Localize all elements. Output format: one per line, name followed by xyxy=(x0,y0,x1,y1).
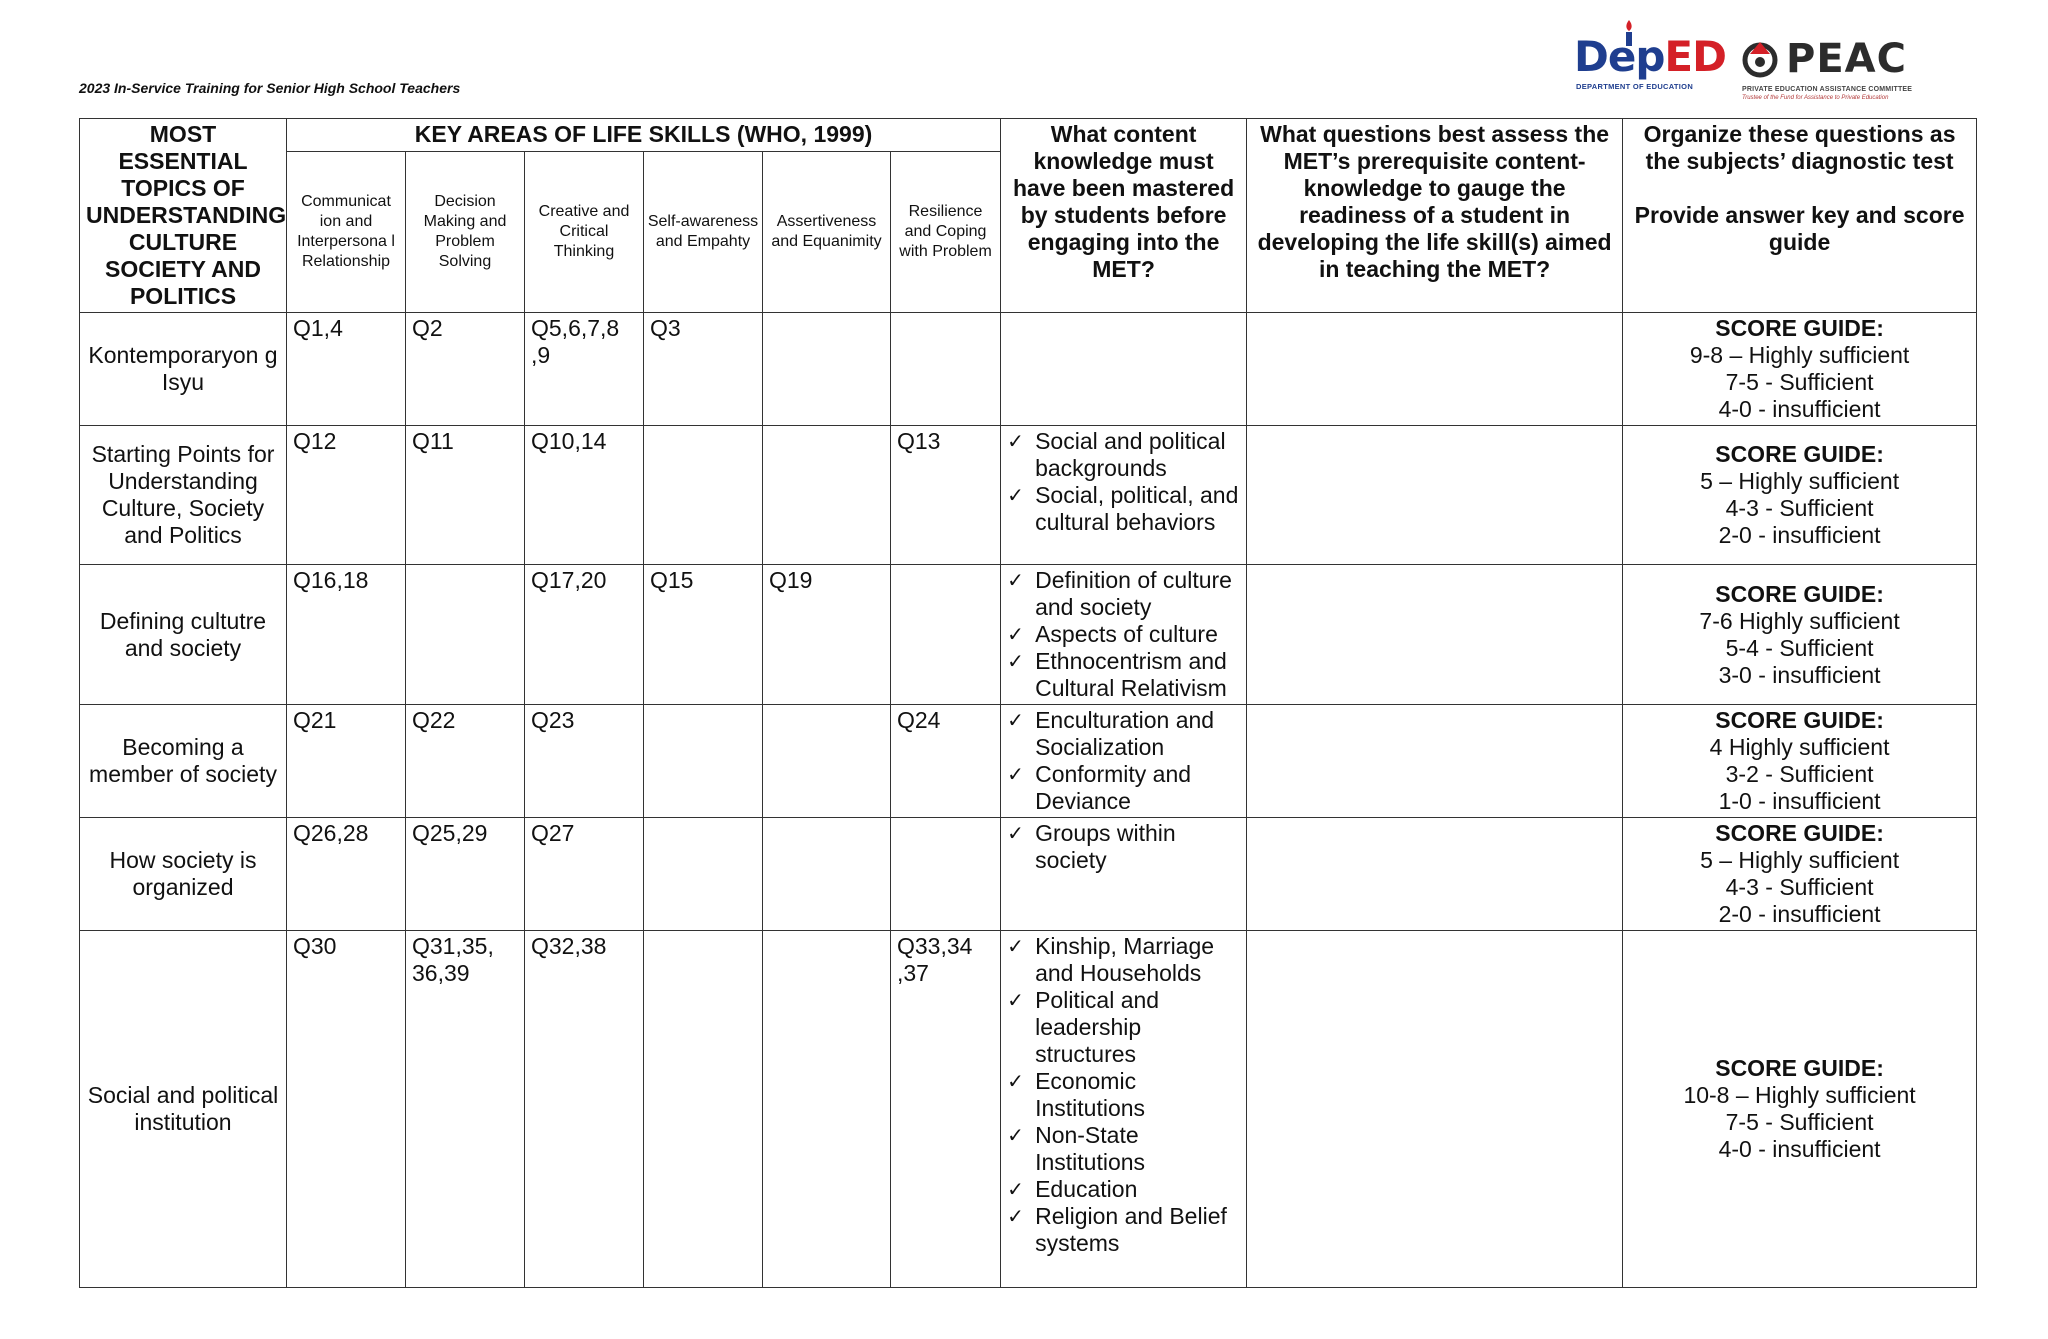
skill-cell xyxy=(644,931,763,1288)
score-guide-label: SCORE GUIDE: xyxy=(1715,1055,1884,1081)
score-guide-line: 3-0 - insufficient xyxy=(1718,661,1881,688)
score-guide-cell xyxy=(1623,818,1977,931)
topic-cell: Social and political institution xyxy=(80,931,287,1288)
score-guide-line: 9-8 – Highly sufficient xyxy=(1689,342,1910,368)
score-guide-line: 4 Highly sufficient xyxy=(1709,734,1890,760)
table-row xyxy=(80,705,1977,818)
met-table xyxy=(79,118,1977,1288)
skill-cell: Q32,38 xyxy=(525,931,644,1288)
peac-logo-tagline: Trustee of the Fund for Assistance to Private Education xyxy=(1742,95,1889,101)
topics-header: MOST ESSENTIAL TOPICS OF UNDERSTANDING CULTURE SOCIETY AND POLITICS xyxy=(80,119,287,313)
skill-cell: Q13 xyxy=(891,426,1001,565)
topic-cell: How society is organized xyxy=(80,818,287,931)
topic-cell: Starting Points for Understanding Culture, Society and Politics xyxy=(80,426,287,565)
skill-cell: Q30 xyxy=(287,931,406,1288)
skill-cell: Q10,14 xyxy=(525,426,644,565)
score-guide-line: 7-6 Highly sufficient xyxy=(1699,607,1900,634)
content-cell xyxy=(1001,565,1247,705)
skill-cell xyxy=(644,705,763,818)
skill-cell: Q5,6,7,8 ,9 xyxy=(525,313,644,426)
table-row xyxy=(80,818,1977,931)
skill-cell: Q1,4 xyxy=(287,313,406,426)
skill-header-assertiveness: Assertiveness and Equanimity xyxy=(763,152,891,313)
training-title: 2023 In-Service Training for Senior High School Teachers xyxy=(79,80,461,96)
skill-cell xyxy=(763,931,891,1288)
skill-cell: Q12 xyxy=(287,426,406,565)
table-row xyxy=(80,313,1977,426)
skill-cell: Q22 xyxy=(406,705,525,818)
skill-cell: Q26,28 xyxy=(287,818,406,931)
skill-cell: Q27 xyxy=(525,818,644,931)
score-guide-line: 4-0 - insufficient xyxy=(1718,1136,1881,1162)
skill-cell: Q16,18 xyxy=(287,565,406,705)
skill-cell: Q31,35, 36,39 xyxy=(406,931,525,1288)
questions-header: What questions best assess the MET’s prerequisite content-knowledge to gauge the readiness of a student in developing the life skill(s) aimed in teaching the MET? xyxy=(1247,119,1623,313)
content-item: ✓ Education xyxy=(1007,1176,1240,1203)
skill-header-resilience: Resilience and Coping with Problem xyxy=(891,152,1001,313)
skill-cell: Q15 xyxy=(644,565,763,705)
skill-cell: Q23 xyxy=(525,705,644,818)
score-guide-label: SCORE GUIDE: xyxy=(1715,441,1884,467)
skill-cell: Q24 xyxy=(891,705,1001,818)
table-row xyxy=(80,565,1977,705)
topic-cell: Kontemporaryon g Isyu xyxy=(80,313,287,426)
content-cell xyxy=(1001,426,1247,565)
skill-header-self-awareness: Self-awareness and Empahty xyxy=(644,152,763,313)
score-guide-line: 7-5 - Sufficient xyxy=(1725,1109,1874,1135)
content-item: ✓ Conformity and Deviance xyxy=(1007,761,1240,815)
skill-cell: Q21 xyxy=(287,705,406,818)
content-item: ✓ Political and leadership structures xyxy=(1007,987,1240,1068)
content-item: ✓ Groups within society xyxy=(1007,820,1240,874)
peac-emblem-icon xyxy=(1740,38,1780,78)
peac-logo-word: PEAC xyxy=(1786,36,1907,82)
peac-logo xyxy=(1740,22,1990,102)
header-row-1 xyxy=(80,119,1977,152)
skill-cell xyxy=(891,313,1001,426)
skill-cell: Q2 xyxy=(406,313,525,426)
score-guide-line: 3-2 - Sufficient xyxy=(1725,761,1874,787)
questions-cell xyxy=(1247,313,1623,426)
skill-cell: Q19 xyxy=(763,565,891,705)
topic-cell: Becoming a member of society xyxy=(80,705,287,818)
content-cell xyxy=(1001,313,1247,426)
peac-logo-subtitle: PRIVATE EDUCATION ASSISTANCE COMMITTEE xyxy=(1742,86,1913,93)
content-item: ✓ Economic Institutions xyxy=(1007,1068,1240,1122)
score-guide-label: SCORE GUIDE: xyxy=(1715,580,1884,607)
organize-header xyxy=(1623,119,1977,313)
skill-cell: Q25,29 xyxy=(406,818,525,931)
questions-cell xyxy=(1247,705,1623,818)
score-guide-line: 10-8 – Highly sufficient xyxy=(1683,1082,1916,1108)
skill-cell: Q11 xyxy=(406,426,525,565)
content-cell xyxy=(1001,931,1247,1288)
content-item: ✓ Definition of culture and society xyxy=(1007,567,1240,621)
skill-cell xyxy=(891,818,1001,931)
score-guide-line: 4-3 - Sufficient xyxy=(1725,874,1874,900)
questions-cell xyxy=(1247,931,1623,1288)
skill-cell: Q17,20 xyxy=(525,565,644,705)
logo-area xyxy=(1568,18,1988,101)
score-guide-label: SCORE GUIDE: xyxy=(1715,315,1884,341)
content-item: ✓ Kinship, Marriage and Households xyxy=(1007,933,1240,987)
skill-cell xyxy=(644,426,763,565)
score-guide-line: 1-0 - insufficient xyxy=(1718,788,1881,814)
score-guide-line: 5-4 - Sufficient xyxy=(1725,634,1874,661)
score-guide-line: 5 – Highly sufficient xyxy=(1700,468,1900,494)
skill-cell xyxy=(644,818,763,931)
skill-header-communication: Communicat ion and Interpersona l Relationship xyxy=(287,152,406,313)
content-cell xyxy=(1001,818,1247,931)
skill-cell: Q33,34 ,37 xyxy=(891,931,1001,1288)
score-guide-cell xyxy=(1623,426,1977,565)
deped-logo-word-right: ED xyxy=(1664,32,1726,81)
skill-cell xyxy=(406,565,525,705)
content-item: ✓ Social, political, and cultural behaviors xyxy=(1007,482,1240,536)
questions-cell xyxy=(1247,426,1623,565)
score-guide-line: 4-3 - Sufficient xyxy=(1725,495,1874,521)
skill-cell xyxy=(891,565,1001,705)
skill-cell xyxy=(763,313,891,426)
score-guide-label: SCORE GUIDE: xyxy=(1715,820,1884,846)
questions-cell xyxy=(1247,565,1623,705)
score-guide-line: 2-0 - insufficient xyxy=(1718,901,1881,927)
deped-logo-subtitle: DEPARTMENT OF EDUCATION xyxy=(1576,82,1694,91)
content-item: ✓ Social and political backgrounds xyxy=(1007,428,1240,482)
questions-cell xyxy=(1247,818,1623,931)
skill-cell xyxy=(763,705,891,818)
content-item: ✓ Non-State Institutions xyxy=(1007,1122,1240,1176)
score-guide-cell xyxy=(1623,313,1977,426)
skill-cell xyxy=(763,426,891,565)
skill-cell: Q3 xyxy=(644,313,763,426)
table-row xyxy=(80,426,1977,565)
organize-header-line2: Provide answer key and score guide xyxy=(1634,202,1965,255)
content-item: ✓ Religion and Belief systems xyxy=(1007,1203,1240,1257)
life-skills-header: KEY AREAS OF LIFE SKILLS (WHO, 1999) xyxy=(287,119,1001,152)
content-cell xyxy=(1001,705,1247,818)
content-item: ✓ Ethnocentrism and Cultural Relativism xyxy=(1007,648,1240,702)
score-guide-cell xyxy=(1623,565,1977,705)
score-guide-line: 5 – Highly sufficient xyxy=(1700,847,1900,873)
content-knowledge-header: What content knowledge must have been mastered by students before engaging into the MET? xyxy=(1001,119,1247,313)
score-guide-line: 2-0 - insufficient xyxy=(1718,522,1881,548)
organize-header-line1: Organize these questions as the subjects’ diagnostic test xyxy=(1643,121,1956,174)
table-row xyxy=(80,931,1977,1288)
content-item: ✓ Aspects of culture xyxy=(1007,621,1240,648)
deped-logo xyxy=(1568,18,1726,98)
score-guide-line: 4-0 - insufficient xyxy=(1718,396,1881,422)
score-guide-label: SCORE GUIDE: xyxy=(1715,707,1884,733)
deped-logo-word-left: Dep xyxy=(1574,32,1665,81)
score-guide-line: 7-5 - Sufficient xyxy=(1725,369,1874,395)
skill-cell xyxy=(763,818,891,931)
score-guide-cell xyxy=(1623,705,1977,818)
skill-header-decision-making: Decision Making and Problem Solving xyxy=(406,152,525,313)
skill-header-creative-thinking: Creative and Critical Thinking xyxy=(525,152,644,313)
topic-cell: Defining cultutre and society xyxy=(80,565,287,705)
content-item: ✓ Enculturation and Socialization xyxy=(1007,707,1240,761)
score-guide-cell xyxy=(1623,931,1977,1288)
